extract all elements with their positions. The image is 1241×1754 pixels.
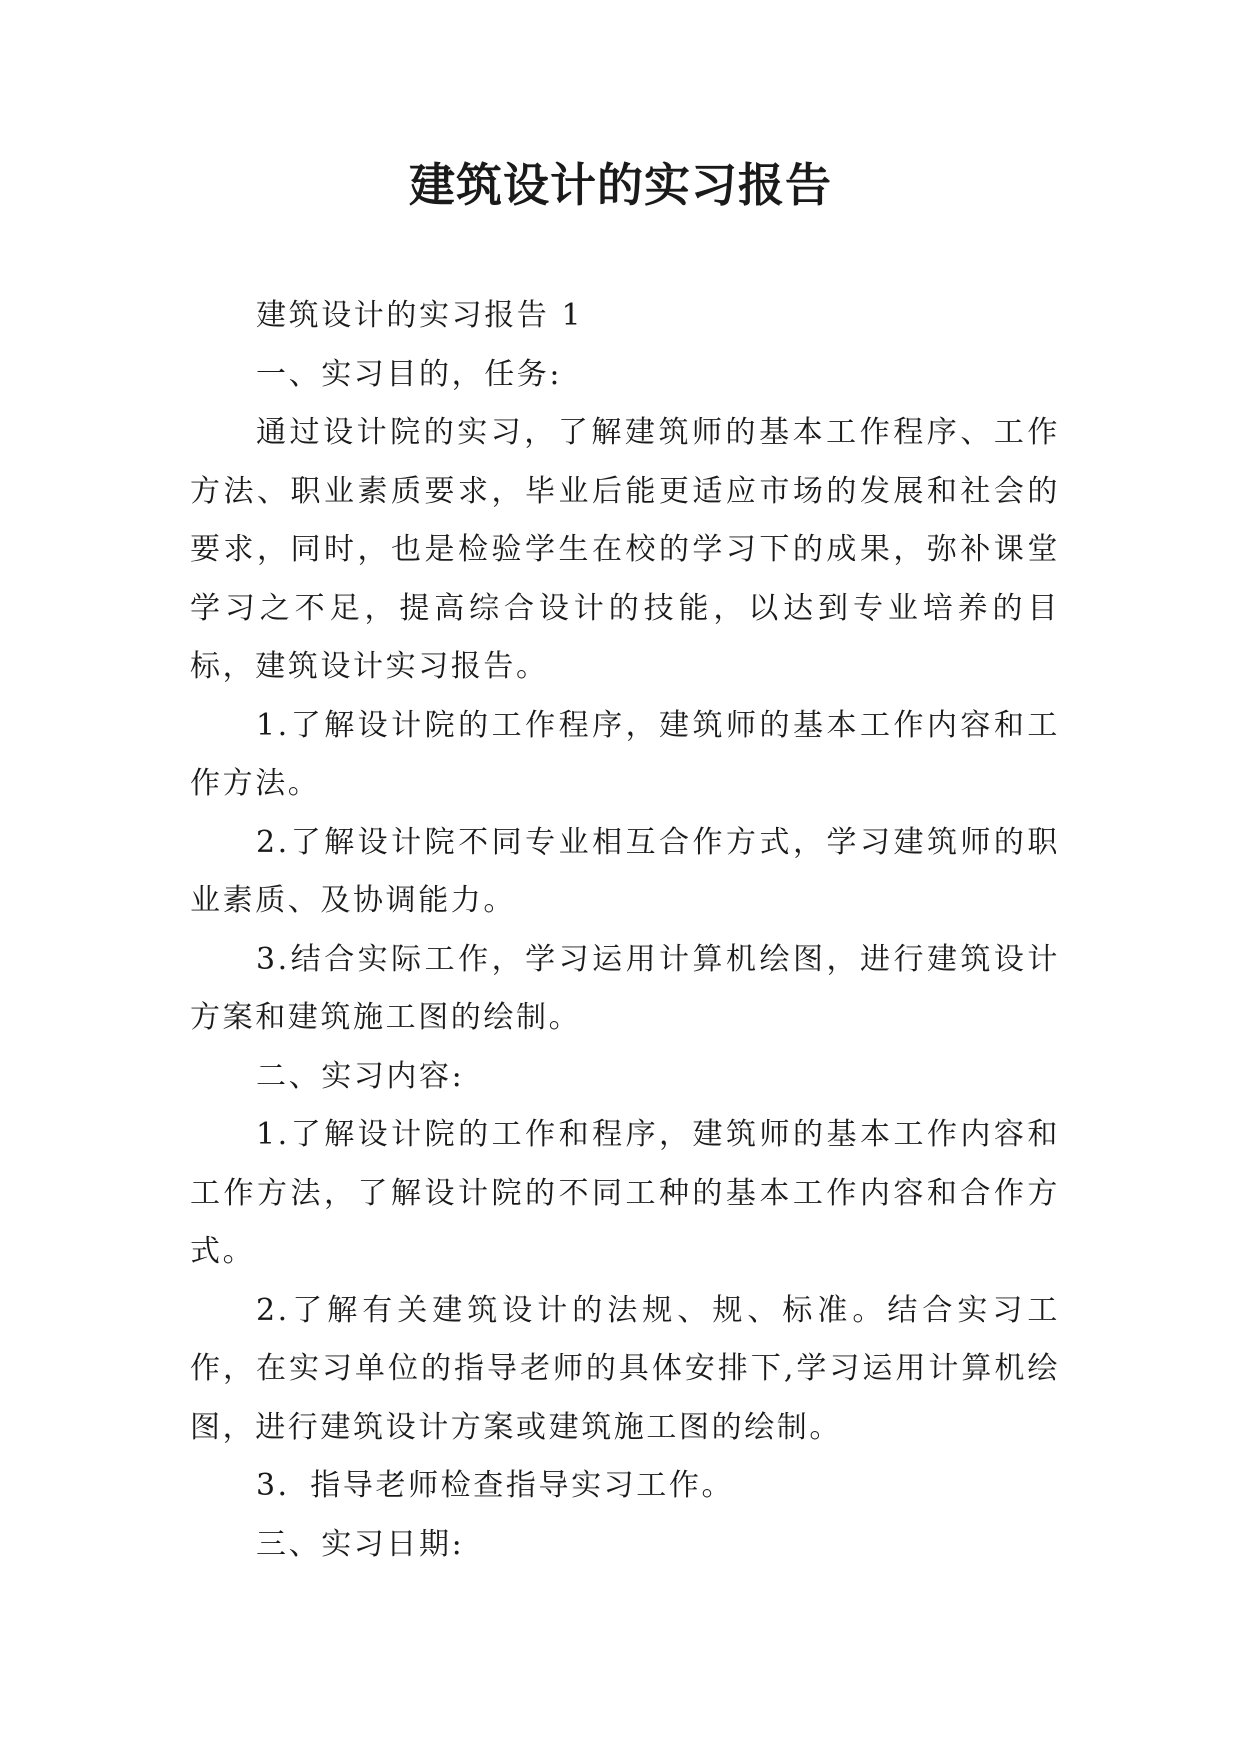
paragraph-section-3-heading: 三、实习日期:	[256, 1526, 465, 1562]
paragraph-goal-2: 2.了解设计院不同专业相互合作方式，学习建筑师的职业素质、及协调能力。	[190, 824, 1060, 918]
paragraph-goal-1: 1.了解设计院的工作程序，建筑师的基本工作内容和工作方法。	[190, 707, 1060, 801]
paragraph-section-1-heading: 一、实习目的，任务:	[256, 356, 563, 392]
paragraph-purpose: 通过设计院的实习，了解建筑师的基本工作程序、工作方法、职业素质要求，毕业后能更适应市场的发展和社会的要求，同时，也是检验学生在校的学习下的成果，弥补课堂学习之不足，提高综合设计的技能，以达到专业培养的目标，建筑设计实习报告。	[190, 415, 1060, 684]
paragraph-report-heading: 建筑设计的实习报告 1	[256, 298, 584, 333]
document-title: 建筑设计的实习报告	[409, 158, 832, 212]
document-body	[190, 287, 1060, 1574]
paragraph-content-1: 1.了解设计院的工作和程序，建筑师的基本工作内容和工作方法，了解设计院的不同工种的基本工作内容和合作方式。	[190, 1117, 1060, 1269]
paragraph-goal-3: 3.结合实际工作，学习运用计算机绘图，进行建筑设计方案和建筑施工图的绘制。	[190, 941, 1060, 1035]
paragraph-section-2-heading: 二、实习内容:	[256, 1058, 465, 1094]
paragraph-content-2: 2.了解有关建筑设计的法规、规、标准。结合实习工作，在实习单位的指导老师的具体安排下,学习运用计算机绘图，进行建筑设计方案或建筑施工图的绘制。	[190, 1292, 1060, 1445]
paragraph-content-3: 3．指导老师检查指导实习工作。	[256, 1468, 735, 1503]
